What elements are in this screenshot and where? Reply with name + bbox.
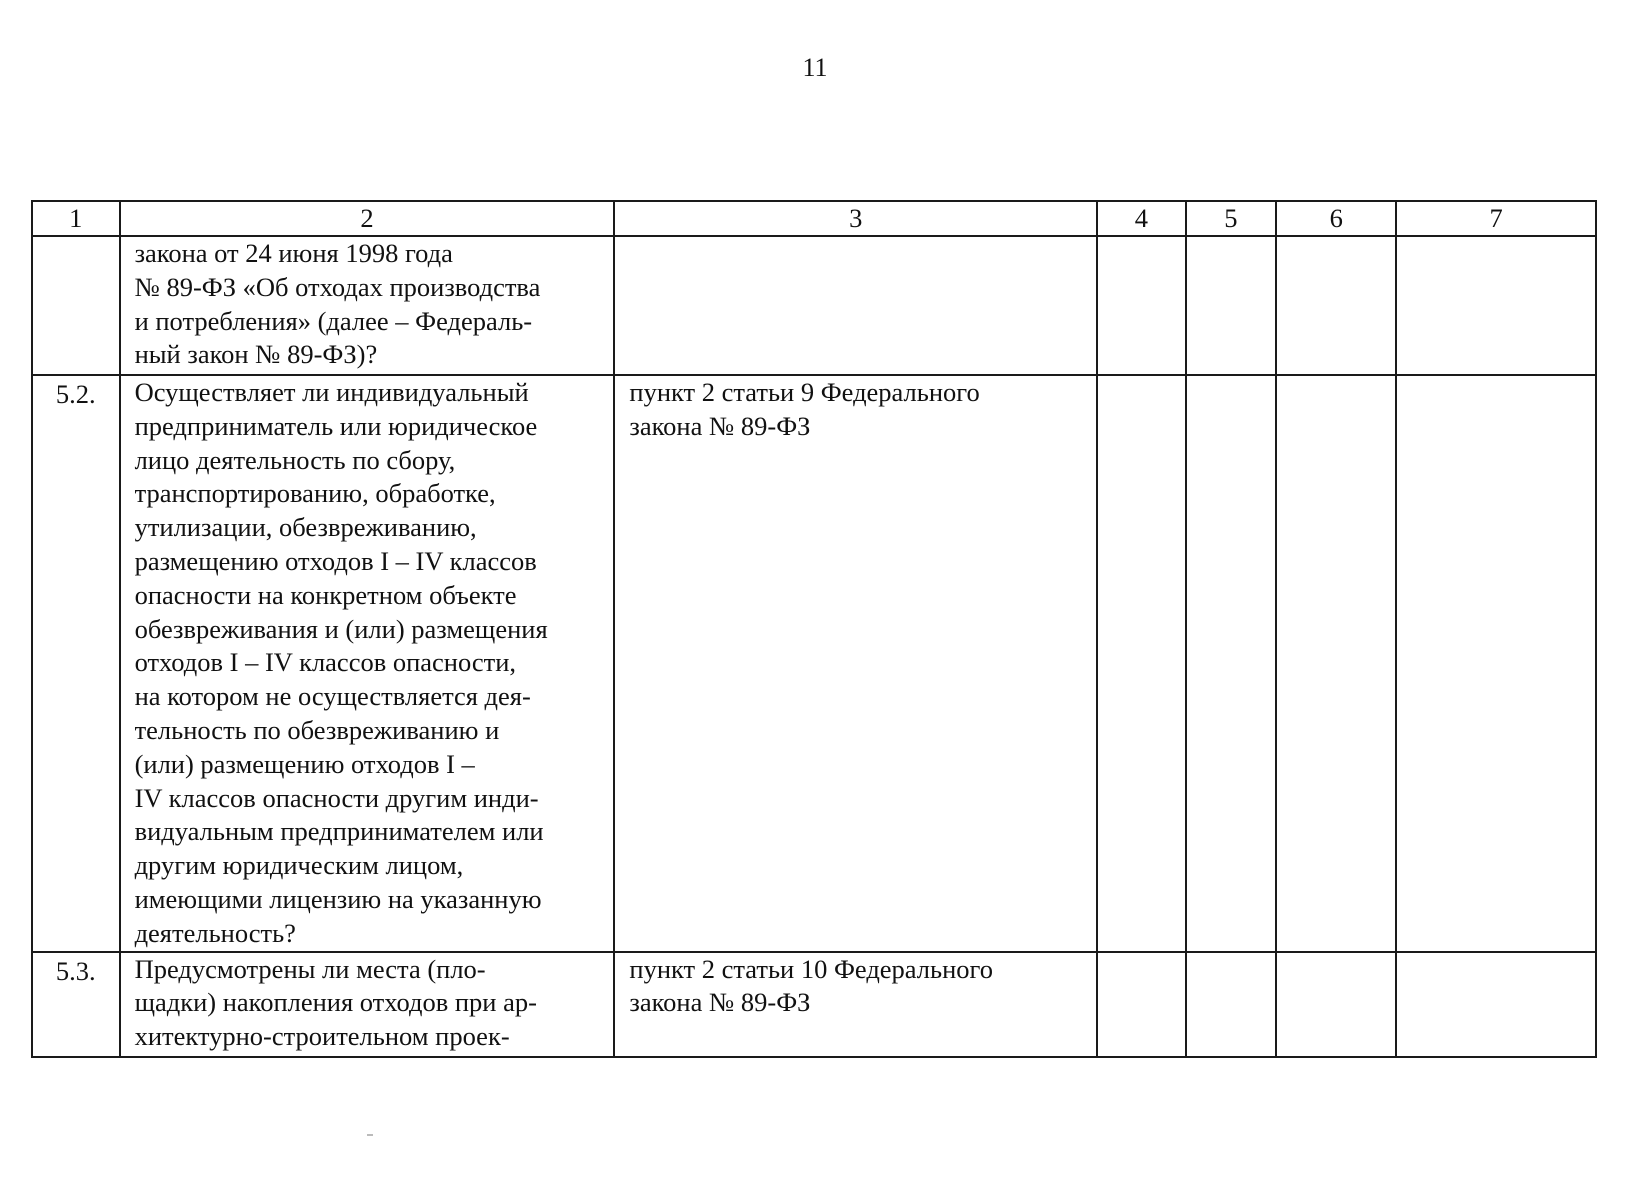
answer-cell-7 <box>1396 375 1596 952</box>
question-line: хитектурно-строительном проек- <box>134 1021 510 1052</box>
question-line: транспортированию, обработке, <box>134 478 496 509</box>
answer-cell-5 <box>1186 952 1277 1057</box>
question-line: (или) размещению отходов I – <box>134 748 475 779</box>
reference-text: пункт 2 статьи 10 Федерального закона № 89-ФЗ <box>629 953 994 1018</box>
table-row <box>32 375 1596 952</box>
answer-cell-5 <box>1186 375 1277 952</box>
question-cell <box>120 952 615 1057</box>
answer-cell-6 <box>1276 236 1396 375</box>
column-header-6: 6 <box>1276 201 1396 236</box>
question-line: IV классов опасности другим инди- <box>134 782 539 813</box>
question-line: тельность по обезвреживанию и <box>134 714 500 745</box>
column-header-1: 1 <box>32 201 120 236</box>
table-row <box>32 952 1596 1057</box>
reference-cell <box>614 952 1097 1057</box>
column-header-4: 4 <box>1097 201 1186 236</box>
answer-cell-4 <box>1097 375 1186 952</box>
question-line: размещению отходов I – IV классов <box>134 545 537 576</box>
question-line: Осуществляет ли индивидуальный <box>134 377 529 407</box>
column-header-5: 5 <box>1186 201 1277 236</box>
reference-cell <box>614 375 1097 952</box>
answer-cell-7 <box>1396 236 1596 375</box>
question-line: утилизации, обезвреживанию, <box>134 512 477 543</box>
question-line: № 89-ФЗ «Об отходах производства <box>134 271 541 302</box>
question-line: предприниматель или юридическое <box>134 410 538 441</box>
question-line: и потребления» (далее – Федераль- <box>134 305 533 336</box>
question-line: закона от 24 июня 1998 года <box>134 238 453 268</box>
question-line: щадки) накопления отходов при ар- <box>134 987 537 1018</box>
table-row <box>32 236 1596 375</box>
answer-cell-5 <box>1186 236 1277 375</box>
column-header-7: 7 <box>1396 201 1596 236</box>
checklist-table-container <box>31 200 1597 1058</box>
reference-text: пункт 2 статьи 9 Федерального закона № 89-ФЗ <box>629 377 980 441</box>
question-line: обезвреживания и (или) размещения <box>134 613 548 644</box>
checklist-table <box>31 200 1597 1058</box>
answer-cell-7 <box>1396 952 1596 1057</box>
question-line: опасности на конкретном объекте <box>134 579 517 610</box>
question-line: Предусмотрены ли места (пло- <box>134 953 486 984</box>
question-line: на котором не осуществляется дея- <box>134 681 531 712</box>
question-line: лицо деятельность по сбору, <box>134 444 456 475</box>
question-line: имеющими лицензию на указанную <box>134 883 542 914</box>
answer-cell-6 <box>1276 952 1396 1057</box>
row-number-cell <box>32 236 120 375</box>
row-number-cell: 5.2. <box>32 375 120 952</box>
scan-artifact <box>367 1134 373 1136</box>
answer-cell-6 <box>1276 375 1396 952</box>
question-line: другим юридическим лицом, <box>134 850 464 881</box>
question-line: отходов I – IV классов опасности, <box>134 647 517 678</box>
question-line: деятельность? <box>134 917 296 948</box>
reference-cell <box>614 236 1097 375</box>
question-line: видуальным предпринимателем или <box>134 816 544 847</box>
header-row <box>32 201 1596 236</box>
column-header-3: 3 <box>614 201 1097 236</box>
question-cell <box>120 375 615 952</box>
answer-cell-4 <box>1097 952 1186 1057</box>
answer-cell-4 <box>1097 236 1186 375</box>
row-number-cell: 5.3. <box>32 952 120 1057</box>
page-number: 11 <box>802 53 828 82</box>
column-header-2: 2 <box>120 201 615 236</box>
question-cell <box>120 236 615 375</box>
question-line: ный закон № 89-ФЗ)? <box>134 339 378 370</box>
